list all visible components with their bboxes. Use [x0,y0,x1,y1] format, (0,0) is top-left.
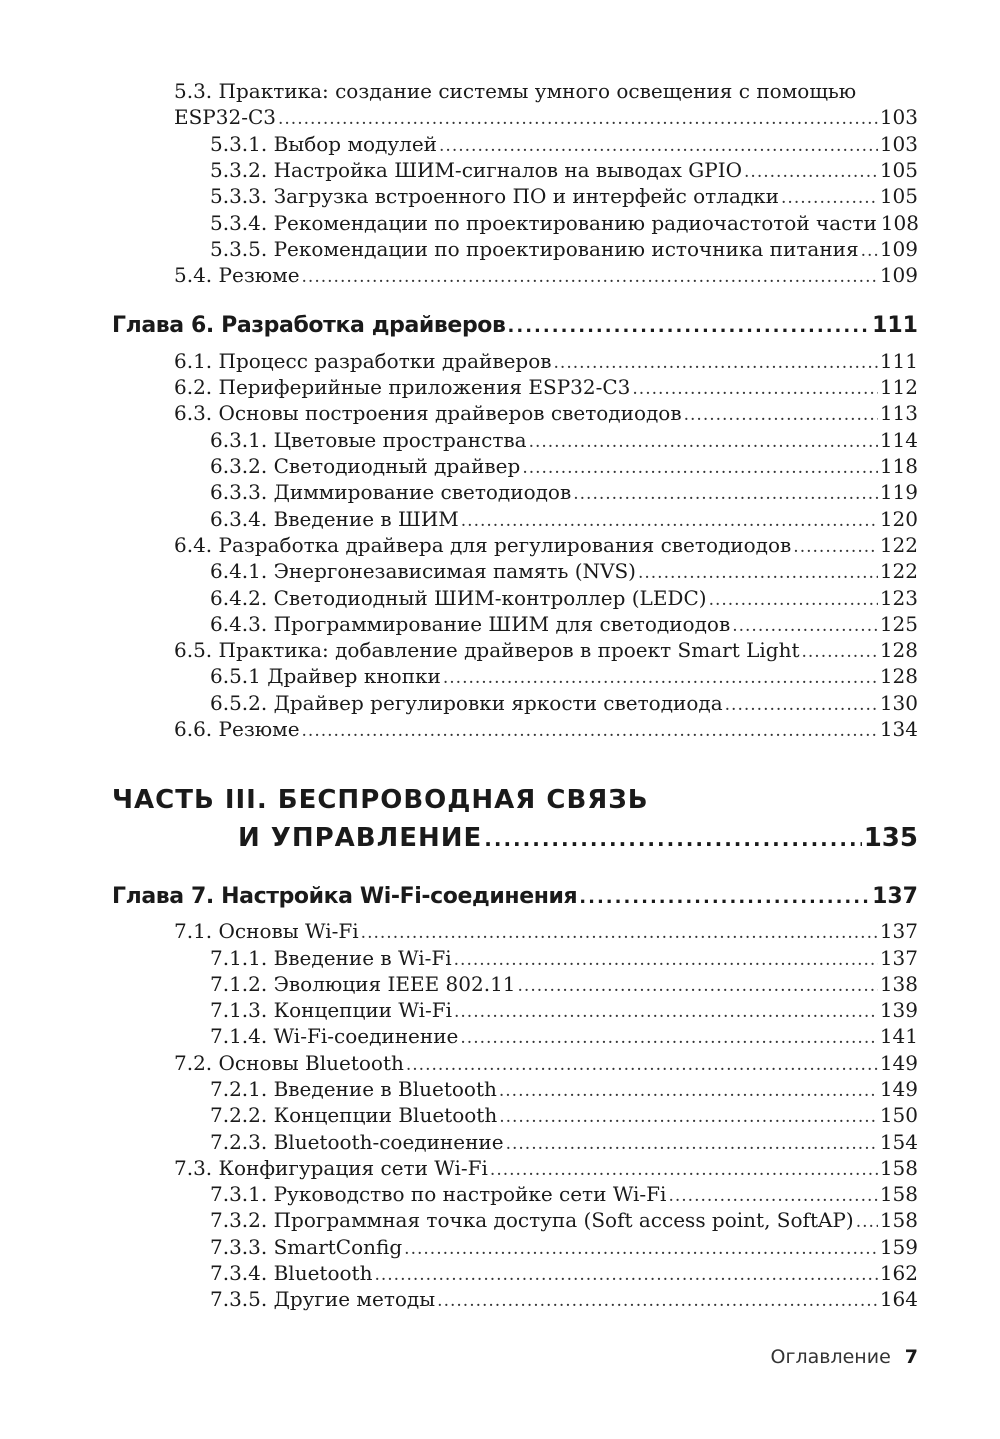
dot-leader [684,400,878,428]
dot-leader [732,611,878,639]
toc-page-number: 123 [879,586,918,610]
dot-leader [632,374,877,402]
toc-entry-label: 6.5. Практика: добавление драйверов в проект Smart Light [174,638,800,662]
dot-leader [484,820,861,857]
toc-entry-6-4-3[interactable] [210,611,918,637]
toc-page-number: 154 [879,1130,918,1154]
toc-entry-7-3[interactable] [174,1155,918,1181]
toc-page-number: 158 [879,1182,918,1206]
toc-entry-label: 7.1.4. Wi-Fi-соединение [210,1024,459,1048]
toc-entry-7-2-1[interactable] [210,1076,918,1102]
dot-leader [668,1181,877,1209]
toc-page-number: 103 [879,132,918,156]
toc-entry-5-3-2[interactable] [210,157,918,183]
toc-entry-label: 5.3.3. Загрузка встроенного ПО и интерфейс отладки [210,184,780,208]
toc-entry-5-3-4[interactable] [210,210,918,236]
toc-entry-label: 6.2. Периферийные приложения ESP32-C3 [174,375,631,399]
toc-page-number: 122 [879,559,918,583]
toc-page-number: 139 [879,998,918,1022]
page-footer [771,1346,918,1368]
toc-entry-label: 7.1.1. Введение в Wi-Fi [210,946,452,970]
toc-page-number: 119 [879,480,918,504]
toc-entry-7-3-5[interactable] [210,1286,918,1312]
toc-chapter-7[interactable] [112,881,918,913]
toc-entry-6-3[interactable] [174,400,918,426]
toc-entry-6-3-1[interactable] [210,427,918,453]
toc-page-number: 137 [879,919,918,943]
dot-leader [499,1076,878,1104]
toc-page-number: 113 [879,401,918,425]
toc-entry-7-1-3[interactable] [210,997,918,1023]
toc-entry-5-3-5[interactable] [210,236,918,262]
footer-title: Оглавление [770,1346,891,1368]
toc-entry-label: 6.3.4. Введение в ШИМ [210,507,459,531]
dot-leader [709,585,878,613]
toc-entry-label: 7.2.3. Bluetooth-соединение [210,1130,504,1154]
dot-leader [508,310,871,343]
toc-page-number: 159 [879,1235,918,1259]
toc-page-number: 135 [863,823,918,853]
toc-entry-label: 6.1. Процесс разработки драйверов [174,349,552,373]
toc-entry-5-3-line1[interactable]: 5.3. Практика: создание системы умного освещения с помощью [174,79,857,103]
toc-page-number: 164 [879,1287,918,1311]
toc-page-number: 105 [879,158,918,182]
toc-page-number: 105 [879,184,918,208]
toc-entry-6-4-2[interactable] [210,585,918,611]
toc-entry-7-3-4[interactable] [210,1260,918,1286]
toc-entry-label: 7.3. Конфигурация сети Wi-Fi [174,1156,488,1180]
dot-leader [573,479,878,507]
dot-leader [793,532,878,560]
toc-entry-7-2[interactable] [174,1050,918,1076]
toc-entry-6-3-3[interactable] [210,479,918,505]
dot-leader [802,637,878,665]
toc-entry-5-3-3[interactable] [210,183,918,209]
toc-entry-label: 6.6. Резюме [174,717,300,741]
toc-entry-6-3-4[interactable] [210,506,918,532]
toc-entry-7-1-1[interactable] [210,945,918,971]
dot-leader [781,183,878,211]
toc-page-number: 114 [879,428,918,452]
toc-page-number: 158 [879,1156,918,1180]
toc-entry-5-3-1[interactable] [210,131,918,157]
toc-page-number: 109 [879,263,918,287]
toc-entry-7-3-2[interactable] [210,1207,918,1233]
toc-part-label: И УПРАВЛЕНИЕ [238,823,483,853]
toc-chapter-label: Глава 6. Разработка драйверов [112,313,506,338]
toc-entry-label: 6.3. Основы построения драйверов светодиодов [174,401,682,425]
toc-page-number: 149 [879,1077,918,1101]
toc-entry-label: 7.1.2. Эволюция IEEE 802.11 [210,972,516,996]
toc-entry-6-2[interactable] [174,374,918,400]
toc-entry-label: 6.3.3. Диммирование светодиодов [210,480,572,504]
toc-entry-label: 7.3.1. Руководство по настройке сети Wi-Fi [210,1182,667,1206]
dot-leader [437,1286,878,1314]
toc-entry-label: 7.2.2. Концепции Bluetooth [210,1103,498,1127]
toc-page-number: 130 [879,691,918,715]
toc-entry-label: 6.4.3. Программирование ШИМ для светодиодов [210,612,731,636]
toc-page-number: 137 [879,946,918,970]
toc-chapter-label: Глава 7. Настройка Wi-Fi-соединения [112,884,578,909]
dot-leader [302,716,878,744]
toc-entry-label: 5.3.4. Рекомендации по проектированию радиочастотой части [210,211,877,235]
toc-entry-6-5[interactable] [174,637,918,663]
dot-leader [579,881,870,914]
toc-entry-label: 6.3.1. Цветовые пространства [210,428,527,452]
toc-entry-7-3-3[interactable] [210,1234,918,1260]
dot-leader [725,690,878,718]
dot-leader [454,945,878,973]
dot-leader [439,131,878,159]
dot-leader [518,971,878,999]
toc-entry-label: 7.2. Основы Bluetooth [174,1051,404,1075]
toc-page-number: 128 [879,664,918,688]
toc-entry-6-1[interactable] [174,348,918,374]
dot-leader [506,1129,878,1157]
toc-page-number: 118 [879,454,918,478]
toc-page-number: 122 [879,533,918,557]
toc-entry-6-3-2[interactable] [210,453,918,479]
toc-entry-7-1-2[interactable] [210,971,918,997]
toc-page-number: 134 [879,717,918,741]
toc-entry-label: 7.2.1. Введение в Bluetooth [210,1077,497,1101]
toc-part-3-line1[interactable]: ЧАСТЬ III. БЕСПРОВОДНАЯ СВЯЗЬ [112,785,649,815]
toc-page-number: 158 [879,1208,918,1232]
toc-entry-label: 7.3.3. SmartConfig [210,1235,403,1259]
toc-page-number: 141 [879,1024,918,1048]
toc-page-number: 103 [879,105,918,129]
toc-page-number: 120 [879,507,918,531]
dot-leader [406,1050,878,1078]
dot-leader [302,262,878,290]
toc-page-number: 128 [879,638,918,662]
toc-entry-label: 6.5.2. Драйвер регулировки яркости светодиода [210,691,723,715]
toc-chapter-6[interactable] [112,310,918,342]
toc-page-number: 138 [879,972,918,996]
toc-entry-label: 7.3.2. Программная точка доступа (Soft access point, SoftAP) [210,1208,854,1232]
toc-entry-label: 5.4. Резюме [174,263,300,287]
dot-leader [856,1207,878,1235]
toc-page-number: 112 [879,375,918,399]
toc-page-number: 150 [879,1103,918,1127]
dot-leader [278,104,878,132]
dot-leader [404,1234,878,1262]
toc-entry-6-6[interactable] [174,716,918,742]
toc-entry-label: 7.3.5. Другие методы [210,1287,436,1311]
toc-entry-7-1[interactable] [174,918,918,944]
toc-entry-label: 5.3.1. Выбор модулей [210,132,438,156]
toc-entry-6-4[interactable] [174,532,918,558]
toc-page-number: 162 [879,1261,918,1285]
toc-entry-label: 5.3.5. Рекомендации по проектированию источника питания [210,237,859,261]
dot-leader [861,236,878,264]
toc-entry-label: 6.3.2. Светодиодный драйвер [210,454,521,478]
toc-entry-6-4-1[interactable] [210,558,918,584]
toc-entry-label: 7.1.3. Концепции Wi-Fi [210,998,452,1022]
toc-entry-7-2-3[interactable] [210,1129,918,1155]
dot-leader [529,427,878,455]
toc-page-number: 109 [879,237,918,261]
toc-entry-6-5-1[interactable] [210,663,918,689]
dot-leader [461,506,878,534]
dot-leader [374,1260,877,1288]
dot-leader [460,1023,877,1051]
toc-page-number: 125 [879,612,918,636]
dot-leader [454,997,878,1025]
dot-leader [443,663,878,691]
dot-leader [522,453,878,481]
toc-entry-label: 7.1. Основы Wi-Fi [174,919,359,943]
toc-entry-label: 6.4. Разработка драйвера для регулирования светодиодов [174,533,792,557]
toc-entry-5-3[interactable] [174,104,918,130]
toc-page-number: 137 [872,884,918,909]
toc-page-number: 111 [872,313,918,338]
toc-entry-label: 6.4.1. Энергонезависимая память (NVS) [210,559,636,583]
toc-entry-label: 5.3.2. Настройка ШИМ-сигналов на выводах GPIO [210,158,743,182]
footer-page-number: 7 [904,1346,918,1368]
toc-entry-label: 6.4.2. Светодиодный ШИМ-контроллер (LEDC) [210,586,707,610]
toc-entry-7-2-2[interactable] [210,1102,918,1128]
toc-part-3[interactable] [238,820,918,856]
dot-leader [554,348,878,376]
toc-page-number: 108 [880,211,919,235]
toc-entry-7-3-1[interactable] [210,1181,918,1207]
dot-leader [744,157,878,185]
toc-page-number: 111 [879,349,918,373]
toc-entry-5-4[interactable] [174,262,918,288]
dot-leader [638,558,878,586]
toc-entry-6-5-2[interactable] [210,690,918,716]
toc-entry-7-1-4[interactable] [210,1023,918,1049]
dot-leader [499,1102,878,1130]
toc-entry-label: 7.3.4. Bluetooth [210,1261,373,1285]
toc-entry-label: ESP32-C3 [174,105,276,129]
toc-entry-label: 6.5.1 Драйвер кнопки [210,664,441,688]
dot-leader [361,918,878,946]
dot-leader [490,1155,878,1183]
toc-page-number: 149 [879,1051,918,1075]
